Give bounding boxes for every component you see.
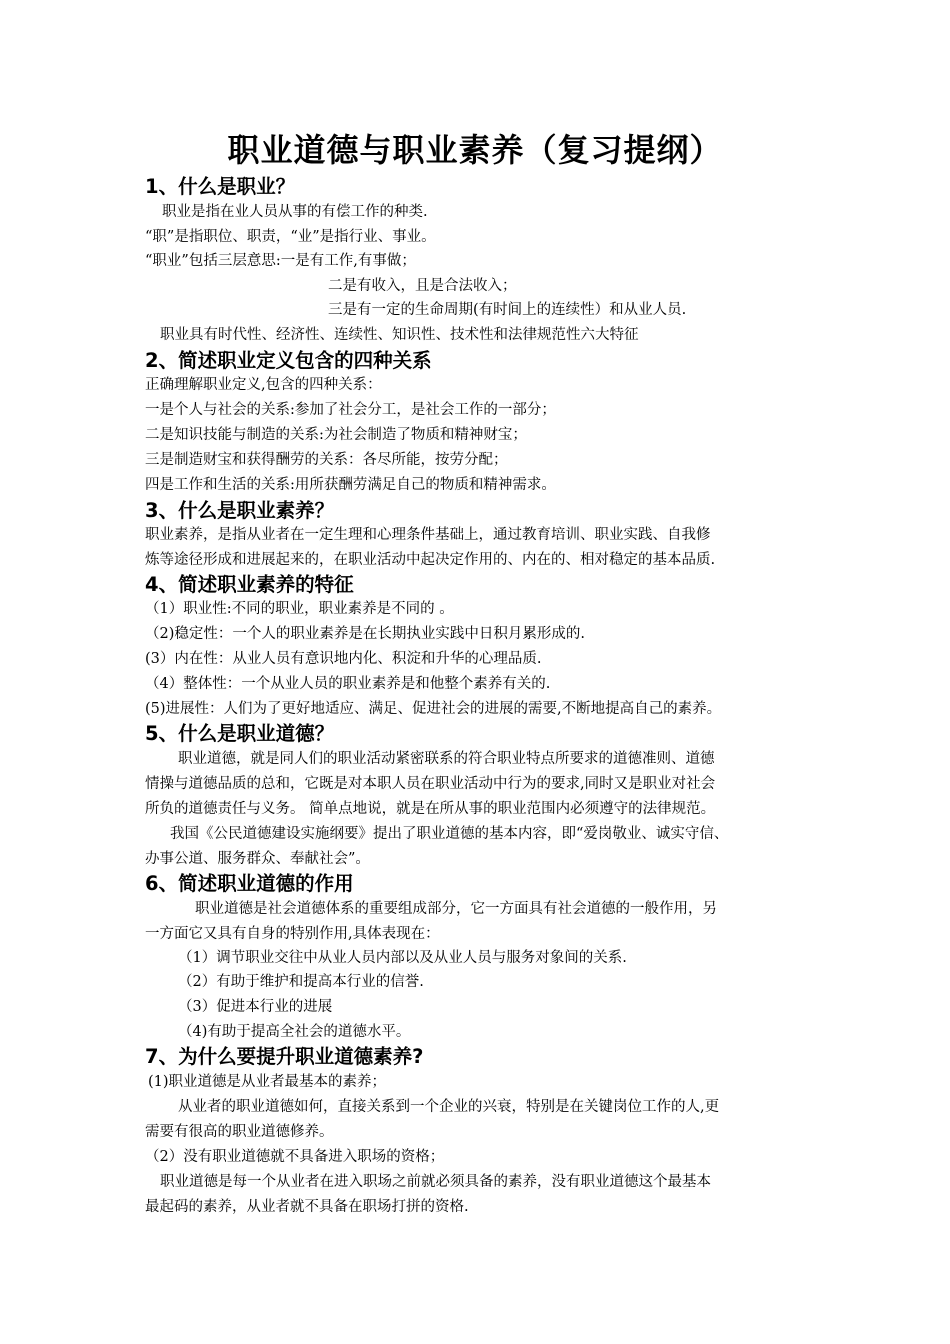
- section-2-line: 四是工作和生活的关系:用所获酬劳满足自己的物质和精神需求。: [145, 477, 556, 493]
- section-5-line: 所负的道德责任与义务。 简单点地说，就是在所从事的职业范围内必须遵守的法律规范。: [145, 801, 716, 817]
- section-6-line: （2）有助于维护和提高本行业的信誉.: [178, 974, 424, 990]
- section-3-line: 职业素养，是指从业者在一定生理和心理条件基础上，通过教育培训、职业实践、自我修: [145, 527, 711, 543]
- section-1-line: 二是有收入，且是合法收入；: [328, 278, 517, 294]
- section-6-line: 职业道德是社会道德体系的重要组成部分，它一方面具有社会道德的一般作用，另: [195, 901, 717, 917]
- document-title: 职业道德与职业素养（复习提纲）: [227, 131, 723, 169]
- section-5-line: 职业道德，就是同人们的职业活动紧密联系的符合职业特点所要求的道德准则、道德: [178, 751, 715, 767]
- section-2-heading: 2、简述职业定义包含的四种关系: [145, 349, 432, 372]
- section-4-line: （4）整体性：一个从业人员的职业素养是和他整个素养有关的.: [145, 676, 551, 692]
- section-5-heading: 5、什么是职业道德？: [145, 722, 335, 745]
- section-1-line: 三是有一定的生命周期(有时间上的连续性）和从业人员.: [328, 302, 687, 318]
- section-6-heading: 6、简述职业道德的作用: [145, 872, 354, 895]
- section-6-line: （1）调节职业交往中从业人员内部以及从业人员与服务对象间的关系.: [178, 950, 627, 966]
- section-1-heading: 1、什么是职业？: [145, 175, 296, 198]
- section-6-line: （4)有助于提高全社会的道德水平。: [178, 1024, 411, 1040]
- section-4-line: （2)稳定性：一个人的职业素养是在长期执业实践中日积月累形成的.: [145, 626, 585, 642]
- section-4-line: (3）内在性：从业人员有意识地内化、积淀和升华的心理品质.: [145, 651, 542, 667]
- section-5-line: 办事公道、服务群众、奉献社会”。: [145, 851, 370, 867]
- section-7-line: 从业者的职业道德如何，直接关系到一个企业的兴衰，特别是在关键岗位工作的人,更: [178, 1099, 720, 1115]
- section-7-heading: 7、为什么要提升职业道德素养?: [145, 1045, 424, 1068]
- section-3-heading: 3、什么是职业素养？: [145, 499, 335, 522]
- section-1-line: 职业具有时代性、经济性、连续性、知识性、技术性和法律规范性六大特征: [160, 327, 639, 343]
- section-4-line: (5)进展性：人们为了更好地适应、满足、促进社会的进展的需要,不断地提高自己的素养。: [145, 701, 722, 717]
- section-5-line: 情操与道德品质的总和，它既是对本职人员在职业活动中行为的要求,同时又是职业对社会: [145, 776, 716, 792]
- section-2-line: 一是个人与社会的关系:参加了社会分工，是社会工作的一部分；: [145, 402, 556, 418]
- section-7-line: (1)职业道德是从业者最基本的素养；: [148, 1074, 387, 1090]
- section-5-line: 我国《公民道德建设实施纲要》提出了职业道德的基本内容，即“爱岗敬业、诚实守信、: [170, 826, 729, 842]
- section-2-line: 三是制造财宝和获得酬劳的关系：各尽所能，按劳分配；: [145, 452, 508, 468]
- section-4-heading: 4、简述职业素养的特征: [145, 573, 354, 596]
- section-6-line: 一方面它又具有自身的特别作用,具体表现在：: [145, 926, 440, 942]
- section-1-line: “职”是指职位、职责，“业”是指行业、事业。: [145, 229, 436, 245]
- section-7-line: （2）没有职业道德就不具备进入职场的资格；: [145, 1149, 445, 1165]
- section-1-line: “职业”包括三层意思:一是有工作,有事做；: [145, 253, 416, 269]
- section-7-line: 需要有很高的职业道德修养。: [145, 1124, 334, 1140]
- section-4-line: （1）职业性:不同的职业，职业素养是不同的 。: [145, 601, 454, 617]
- section-2-line: 二是知识技能与制造的关系:为社会制造了物质和精神财宝；: [145, 427, 527, 443]
- section-2-line: 正确理解职业定义,包含的四种关系：: [145, 377, 382, 393]
- section-7-line: 职业道德是每一个从业者在进入职场之前就必须具备的素养，没有职业道德这个最基本: [160, 1174, 711, 1190]
- section-3-line: 炼等途径形成和进展起来的，在职业活动中起决定作用的、内在的、相对稳定的基本品质.: [145, 552, 716, 568]
- section-7-line: 最起码的素养，从业者就不具备在职场打拼的资格.: [145, 1199, 469, 1215]
- section-1-line: 职业是指在业人员从事的有偿工作的种类.: [162, 204, 428, 220]
- section-6-line: （3）促进本行业的进展: [178, 999, 333, 1015]
